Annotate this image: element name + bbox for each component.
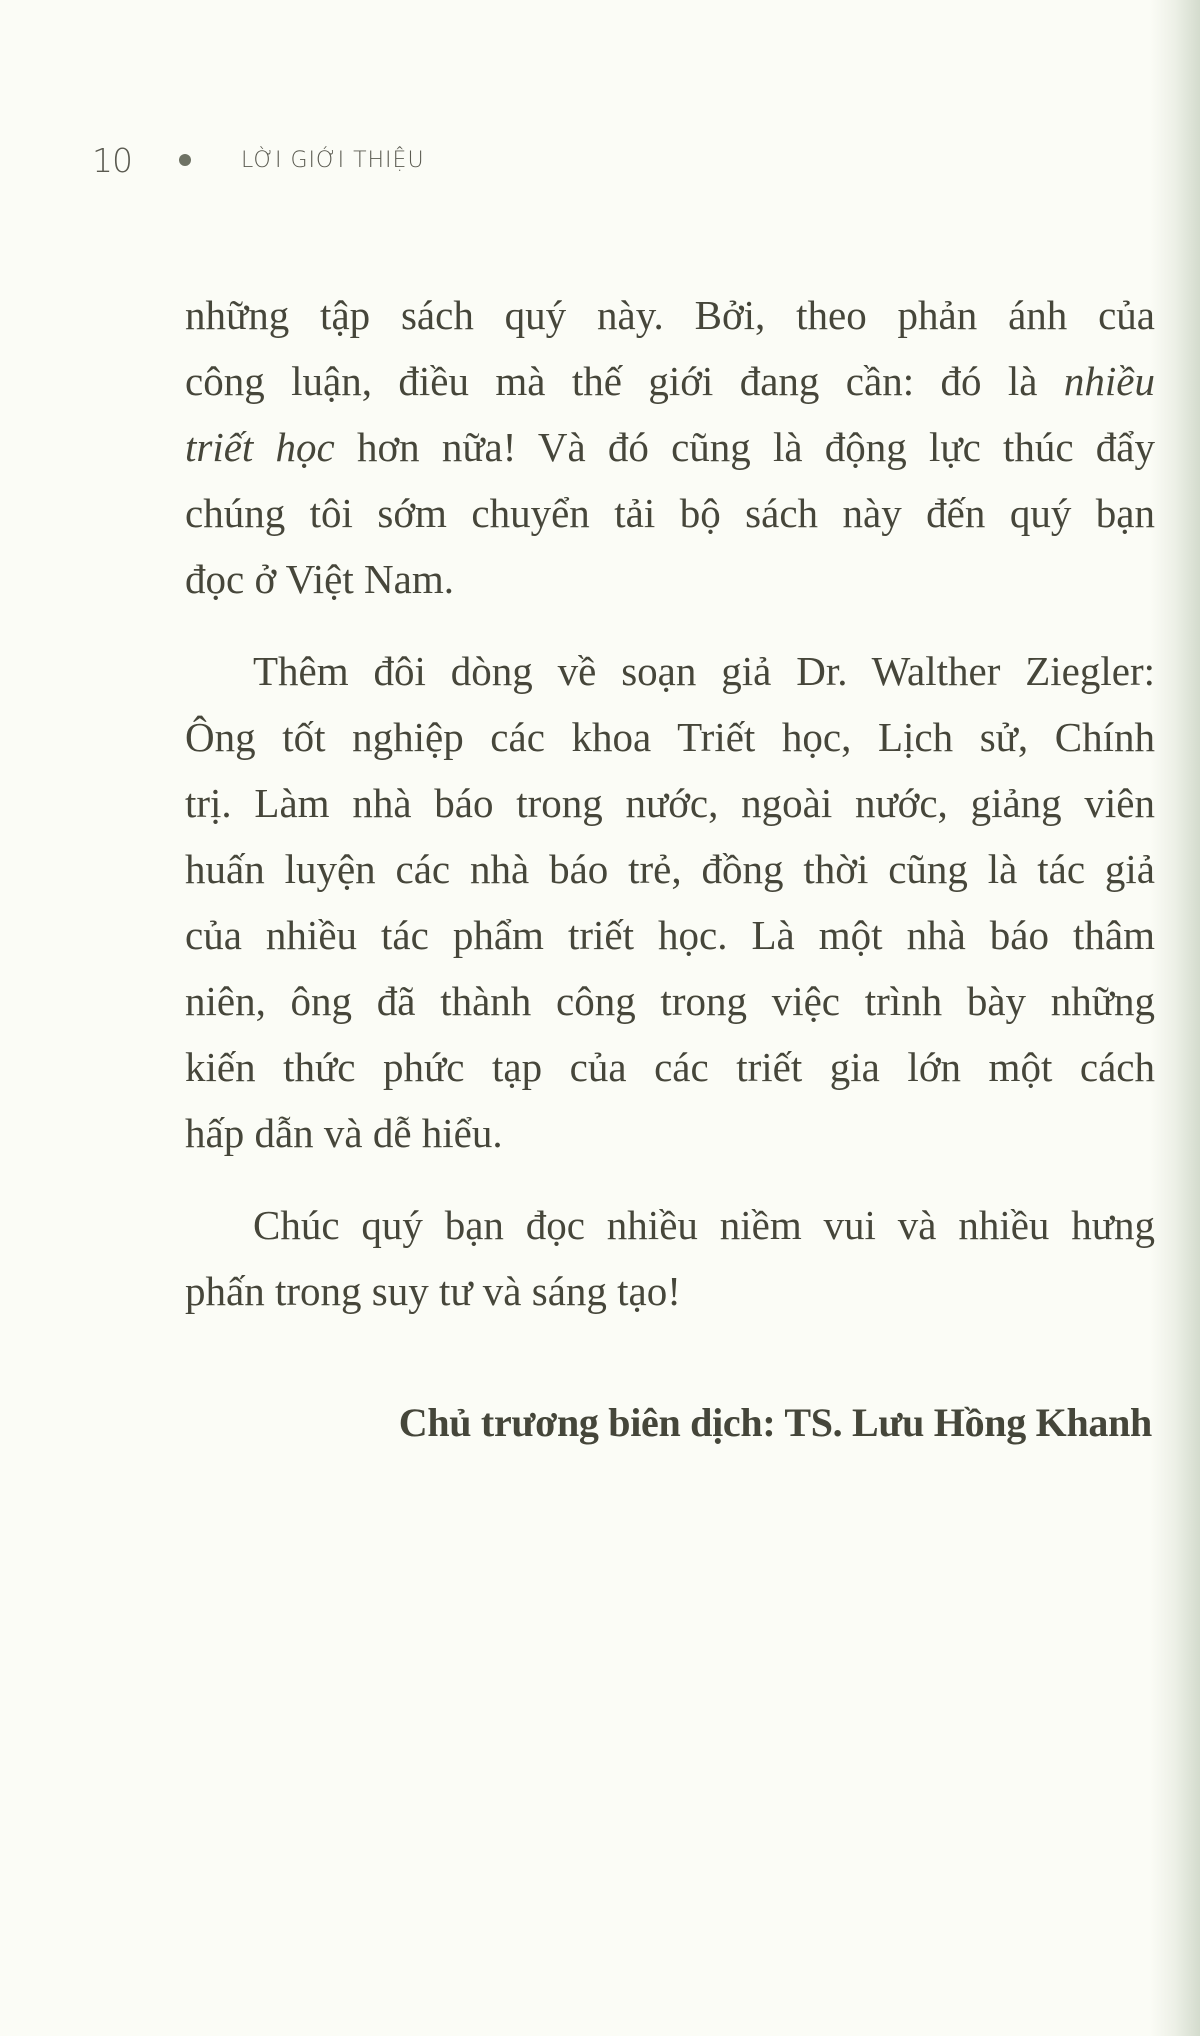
text-line: của nhiều tác phẩm triết học. Là một nhà báo thâm — [185, 912, 1155, 958]
paragraph-1 — [185, 282, 1155, 612]
text-line: phấn trong suy tư và sáng tạo! — [185, 1268, 681, 1314]
text-line: chúng tôi sớm chuyển tải bộ sách này đến quý bạn — [185, 490, 1155, 536]
text-line: những tập sách quý này. Bởi, theo phản ánh của — [185, 292, 1155, 338]
text-line: huấn luyện các nhà báo trẻ, đồng thời cũng là tác giả — [185, 846, 1155, 892]
text-line: triết học hơn nữa! Và đó cũng là động lực thúc đẩy — [185, 424, 1155, 470]
section-title: LỜI GIỚI THIỆU — [241, 147, 425, 173]
text-line: hấp dẫn và dễ hiểu. — [185, 1110, 503, 1156]
paragraph-3 — [185, 1192, 1155, 1324]
text-line: kiến thức phức tạp của các triết gia lớn một cách — [185, 1044, 1155, 1090]
body-text — [185, 282, 1155, 1350]
text-line: Thêm đôi dòng về soạn giả Dr. Walther Ziegler: — [253, 648, 1155, 694]
page-number: 10 — [92, 140, 132, 180]
paragraph-2 — [185, 638, 1155, 1166]
text-line: đọc ở Việt Nam. — [185, 556, 454, 602]
text-line: công luận, điều mà thế giới đang cần: đó là nhiều — [185, 358, 1155, 404]
bullet-dot-icon — [179, 154, 191, 166]
running-head — [92, 140, 425, 180]
text-line: Chúc quý bạn đọc nhiều niềm vui và nhiều hưng — [253, 1202, 1155, 1248]
emphasis-text: nhiều — [1063, 358, 1155, 404]
translator-signature: Chủ trương biên dịch: TS. Lưu Hồng Khanh — [398, 1400, 1152, 1445]
text-line: trị. Làm nhà báo trong nước, ngoài nước, giảng viên — [185, 780, 1155, 826]
emphasis-text: triết học — [185, 424, 335, 470]
text-line: Ông tốt nghiệp các khoa Triết học, Lịch sử, Chính — [185, 714, 1155, 760]
text-line: niên, ông đã thành công trong việc trình bày những — [185, 978, 1155, 1024]
